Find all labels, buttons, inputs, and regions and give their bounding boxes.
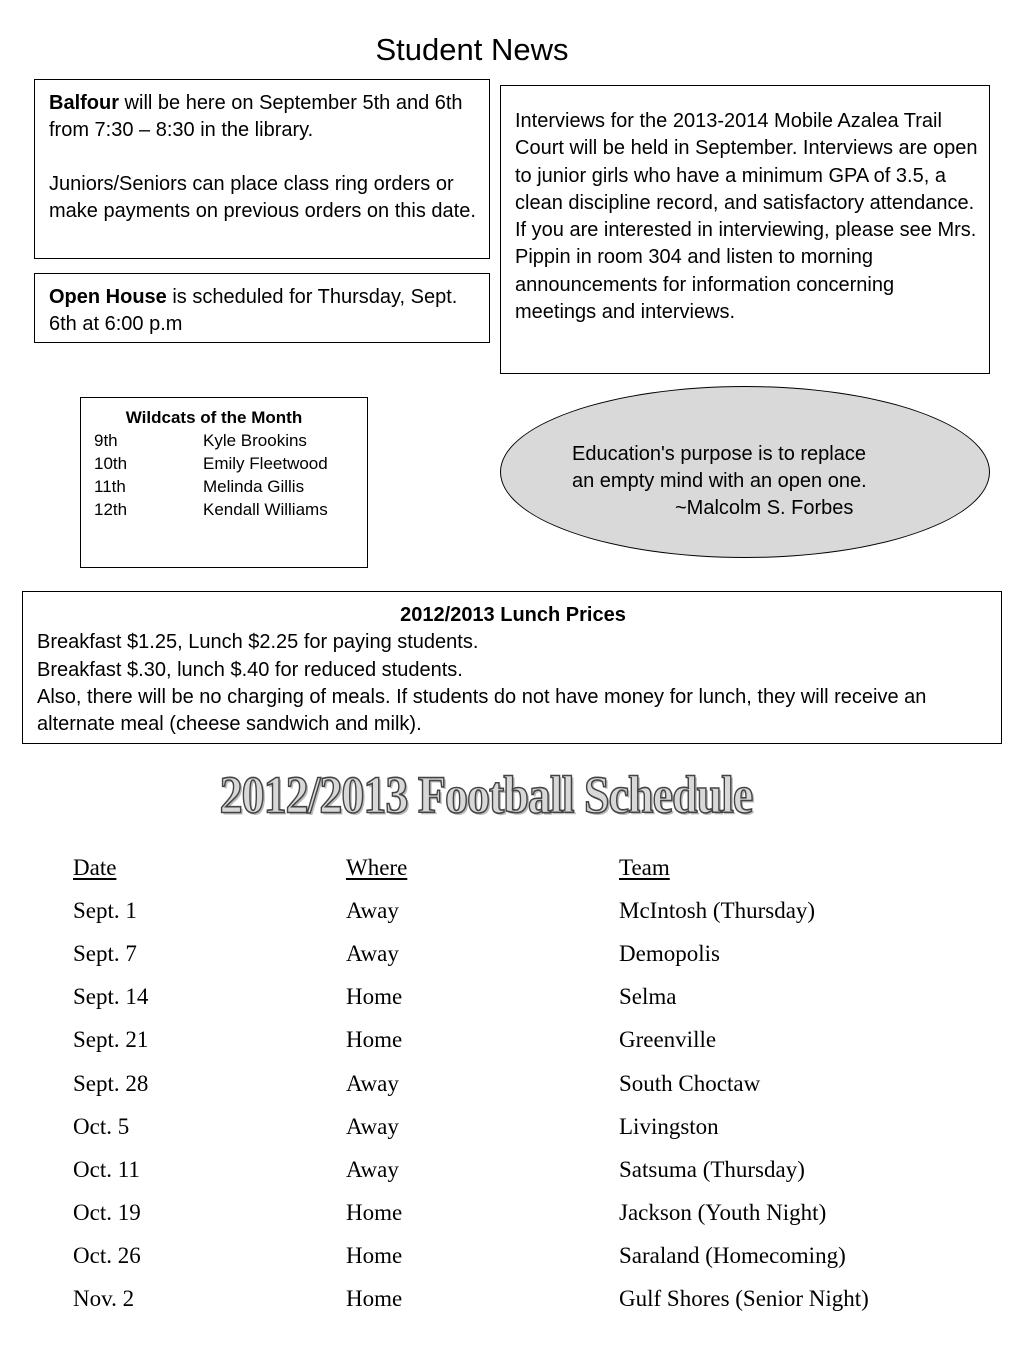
- interviews-notice: [500, 85, 990, 374]
- football-schedule-table: [73, 846, 1019, 1321]
- game-opponent: Demopolis: [619, 940, 720, 966]
- quote-oval: [500, 386, 990, 558]
- game-date: Sept. 14: [73, 984, 149, 1010]
- ring-order-paragraph: Juniors/Seniors can place class ring orders or make payments on previous orders on this date.: [49, 173, 476, 222]
- game-date: Sept. 1: [73, 897, 137, 923]
- game-date: Oct. 26: [73, 1243, 141, 1269]
- quote-line: an empty mind with an open one.: [572, 470, 867, 492]
- wildcat-row: [94, 452, 367, 475]
- game-opponent: Selma: [619, 984, 677, 1010]
- header-team: Team: [619, 854, 670, 880]
- quote-text: [572, 441, 867, 522]
- wildcat-row: [94, 498, 367, 521]
- schedule-row: [73, 1062, 1019, 1105]
- header-where: Where: [346, 854, 408, 880]
- schedule-row: [73, 1019, 1019, 1062]
- wildcat-grade: 9th: [94, 431, 118, 450]
- game-location: Home: [346, 1286, 403, 1312]
- open-house-notice: [34, 273, 490, 343]
- schedule-row: [73, 889, 1019, 932]
- game-date: Oct. 5: [73, 1113, 130, 1139]
- wildcat-name: Melinda Gillis: [203, 477, 305, 496]
- game-location: Away: [346, 940, 399, 966]
- wildcat-row: [94, 429, 367, 452]
- game-location: Away: [346, 897, 399, 923]
- wildcats-title: Wildcats of the Month: [125, 408, 303, 427]
- page-title: Student News: [375, 32, 569, 67]
- wildcat-grade: 11th: [94, 477, 126, 496]
- game-date: Sept. 21: [73, 1027, 149, 1053]
- game-location: Home: [346, 1027, 403, 1053]
- game-location: Home: [346, 1200, 403, 1226]
- game-opponent: Satsuma (Thursday): [619, 1156, 805, 1182]
- quote-author: ~Malcolm S. Forbes: [675, 497, 854, 519]
- open-house-label: Open House: [49, 286, 167, 308]
- game-opponent: Gulf Shores (Senior Night): [619, 1286, 869, 1312]
- balfour-label: Balfour: [49, 92, 119, 114]
- schedule-header-row: [73, 846, 1019, 889]
- game-opponent: Jackson (Youth Night): [619, 1200, 827, 1226]
- lunch-title: 2012/2013 Lunch Prices: [400, 604, 626, 626]
- wildcat-name: Emily Fleetwood: [203, 454, 328, 473]
- wildcat-grade: 10th: [94, 454, 128, 473]
- game-location: Away: [346, 1113, 399, 1139]
- lunch-prices: [22, 591, 1002, 744]
- wildcat-grade: 12th: [94, 500, 128, 519]
- balfour-details: will be here on September 5th and 6th from 7:30 – 8:30 in the library.: [49, 92, 463, 141]
- game-opponent: McIntosh (Thursday): [619, 897, 816, 923]
- game-date: Oct. 19: [73, 1200, 141, 1226]
- lunch-line: Breakfast $1.25, Lunch $2.25 for paying students.: [37, 631, 479, 654]
- schedule-row: [73, 1235, 1019, 1278]
- game-opponent: Livingston: [619, 1113, 719, 1139]
- schedule-row: [73, 932, 1019, 975]
- lunch-line: Also, there will be no charging of meals. If students do not have money for lunch, they will receive an alternate meal (cheese sandwich and milk).: [37, 685, 927, 736]
- game-date: Nov. 2: [73, 1286, 135, 1312]
- game-location: Away: [346, 1156, 399, 1182]
- wildcat-row: [94, 475, 367, 498]
- game-location: Away: [346, 1070, 399, 1096]
- schedule-title: 2012/2013 Football Schedule: [219, 765, 753, 824]
- open-house-details: is scheduled for Thursday, Sept. 6th at 6:00 p.m: [49, 286, 458, 335]
- wildcat-name: Kyle Brookins: [203, 431, 307, 450]
- game-opponent: Greenville: [619, 1027, 717, 1053]
- game-date: Oct. 11: [73, 1156, 140, 1182]
- game-opponent: South Choctaw: [619, 1070, 761, 1096]
- interviews-text: Interviews for the 2013-2014 Mobile Azalea Trail Court will be held in September. Interviews are open to junior girls who have a minimum GPA of 3.5, a clean discipline record, and satisfactory attendance. If you are interested in interviewing, please see Mrs. Pippin in room 304 and listen to morning announcements for information concerning meetings and interviews.: [515, 110, 978, 324]
- schedule-row: [73, 976, 1019, 1019]
- game-date: Sept. 28: [73, 1070, 149, 1096]
- schedule-row: [73, 1278, 1019, 1321]
- wildcats-of-the-month: [80, 397, 368, 568]
- balfour-paragraph: [49, 90, 477, 144]
- schedule-row: [73, 1105, 1019, 1148]
- game-opponent: Saraland (Homecoming): [619, 1243, 846, 1269]
- balfour-notice: [34, 79, 490, 259]
- lunch-line: Breakfast $.30, lunch $.40 for reduced students.: [37, 658, 463, 681]
- game-location: Home: [346, 1243, 403, 1269]
- schedule-row: [73, 1148, 1019, 1191]
- game-date: Sept. 7: [73, 940, 137, 966]
- header-date: Date: [73, 854, 117, 880]
- schedule-row: [73, 1192, 1019, 1235]
- quote-line: Education's purpose is to replace: [572, 443, 866, 465]
- game-location: Home: [346, 984, 403, 1010]
- wildcat-name: Kendall Williams: [203, 500, 328, 519]
- open-house-paragraph: [49, 284, 477, 338]
